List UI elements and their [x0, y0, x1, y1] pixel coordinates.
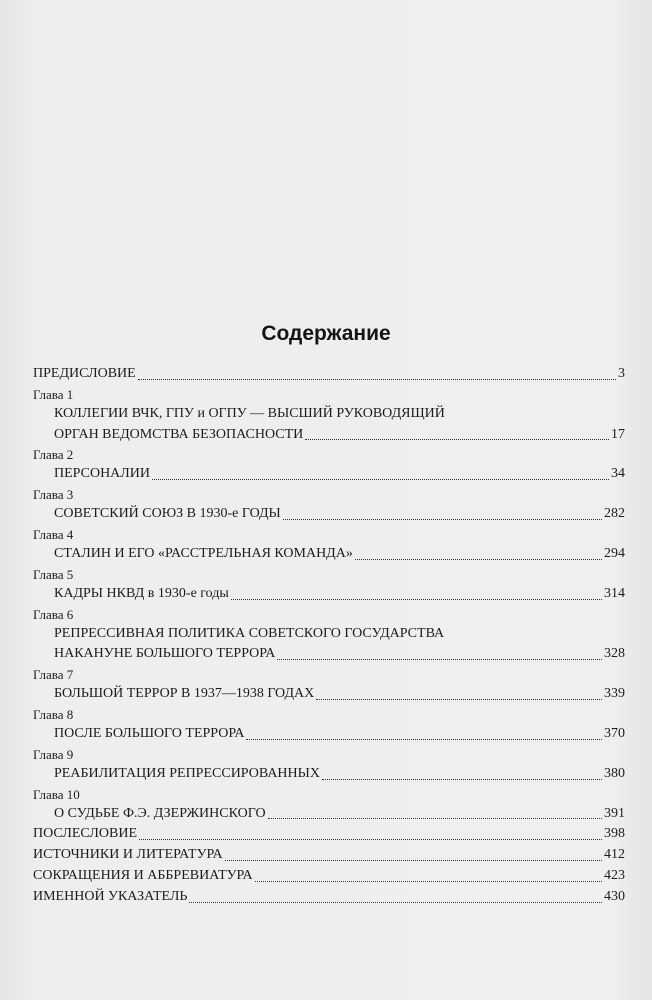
toc-entry-title: СОВЕТСКИЙ СОЮЗ В 1930-е ГОДЫ — [54, 506, 281, 522]
dot-leader — [152, 478, 609, 480]
toc-entry — [33, 584, 625, 605]
toc-entry-title: ОРГАН ВЕДОМСТВА БЕЗОПАСНОСТИ — [54, 426, 304, 442]
dot-leader — [283, 518, 602, 520]
toc-entry — [33, 364, 625, 385]
dot-leader — [268, 817, 602, 819]
toc-entry — [33, 464, 625, 485]
toc-page-number: 398 — [604, 826, 625, 842]
dot-leader — [139, 838, 602, 840]
toc-entry-title: ПЕРСОНАЛИИ — [54, 466, 151, 482]
dot-leader — [305, 438, 609, 440]
toc-entry-title: БОЛЬШОЙ ТЕРРОР В 1937—1938 ГОДАХ — [54, 686, 315, 702]
chapter-label: Глава 8 — [33, 706, 74, 722]
toc-page-number: 339 — [604, 686, 625, 702]
toc-page-number: 34 — [611, 466, 625, 482]
toc-entry — [33, 644, 625, 665]
toc-page-number: 370 — [604, 725, 625, 741]
toc-page-number: 430 — [604, 888, 625, 904]
page-title: Содержание — [261, 322, 391, 345]
toc-page-number: 423 — [604, 867, 625, 883]
dot-leader — [316, 698, 602, 700]
chapter-label: Глава 10 — [33, 786, 80, 802]
toc-entry-title: РЕАБИЛИТАЦИЯ РЕПРЕССИРОВАННЫХ — [54, 765, 320, 781]
toc-entry — [33, 804, 625, 825]
chapter-label: Глава 7 — [33, 667, 74, 683]
toc-entry-title: СТАЛИН И ЕГО «РАССТРЕЛЬНАЯ КОМАНДА» — [54, 545, 353, 561]
toc-entry-title: РЕПРЕССИВНАЯ ПОЛИТИКА СОВЕТСКОГО ГОСУДАРСТВА — [54, 625, 445, 641]
toc-page-number: 17 — [611, 426, 625, 442]
toc-entry-title: ПОСЛЕ БОЛЬШОГО ТЕРРОРА — [54, 725, 245, 741]
toc-page-number: 412 — [604, 847, 625, 863]
dot-leader — [246, 738, 602, 740]
toc-entry — [33, 544, 625, 565]
toc-entry-title: СОКРАЩЕНИЯ И АББРЕВИАТУРА — [33, 867, 253, 883]
toc-entry — [33, 824, 625, 845]
dot-leader — [138, 378, 616, 380]
toc-entry — [33, 845, 625, 866]
toc-page-number: 282 — [604, 506, 625, 522]
dot-leader — [225, 859, 602, 861]
toc-page-number: 391 — [604, 805, 625, 821]
toc-entry-title: ИСТОЧНИКИ И ЛИТЕРАТУРА — [33, 847, 223, 863]
toc-page-number: 3 — [618, 366, 625, 381]
dot-leader — [277, 658, 602, 660]
toc-page-number: 314 — [604, 585, 625, 601]
toc-entry-title: КАДРЫ НКВД в 1930-е годы — [54, 585, 229, 601]
toc-entry — [33, 887, 625, 908]
table-of-contents — [33, 364, 625, 908]
toc-entry — [33, 764, 625, 785]
toc-entry — [33, 724, 625, 745]
chapter-label: Глава 6 — [33, 606, 74, 622]
toc-entry — [33, 866, 625, 887]
dot-leader — [231, 598, 602, 600]
toc-entry-title: ПОСЛЕСЛОВИЕ — [33, 826, 138, 842]
toc-entry — [33, 684, 625, 705]
toc-entry-title: НАКАНУНЕ БОЛЬШОГО ТЕРРОРА — [54, 646, 276, 662]
chapter-label: Глава 5 — [33, 566, 74, 582]
dot-leader — [322, 778, 602, 780]
toc-entry — [33, 504, 625, 525]
toc-entry — [33, 425, 625, 446]
toc-entry-title: ПРЕДИСЛОВИЕ — [33, 366, 136, 381]
toc-page-number: 328 — [604, 646, 625, 662]
chapter-label: Глава 9 — [33, 746, 74, 762]
chapter-label: Глава 1 — [33, 386, 74, 402]
chapter-label: Глава 2 — [33, 447, 74, 463]
toc-entry-title: О СУДЬБЕ Ф.Э. ДЗЕРЖИНСКОГО — [54, 805, 266, 821]
dot-leader — [189, 901, 602, 903]
chapter-label: Глава 4 — [33, 526, 74, 542]
toc-entry-title: ИМЕННОЙ УКАЗАТЕЛЬ — [33, 888, 188, 904]
toc-page-number: 294 — [604, 545, 625, 561]
toc-entry-title: КОЛЛЕГИИ ВЧК, ГПУ и ОГПУ — ВЫСШИЙ РУКОВОДЯЩИЙ — [54, 405, 445, 421]
chapter-label: Глава 3 — [33, 487, 74, 503]
toc-page-number: 380 — [604, 765, 625, 781]
dot-leader — [355, 558, 602, 560]
dot-leader — [255, 880, 602, 882]
